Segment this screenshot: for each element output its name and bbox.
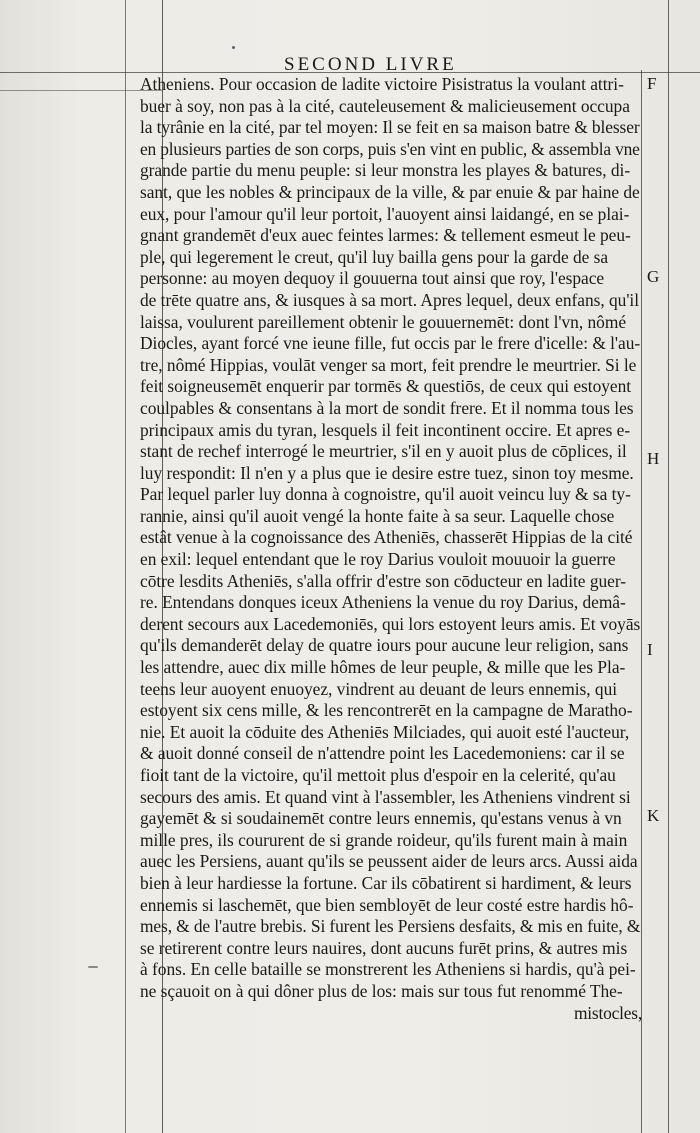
text-line: auec les Persiens, auant qu'ils se peussent aider de leurs arcs. Aussi aida bbox=[140, 851, 638, 872]
frame-rule-right-outer bbox=[668, 0, 669, 1133]
text-line: derent secours aux Lacedemoniēs, qui lors estoyent leurs amis. Et voyās bbox=[140, 613, 641, 634]
text-line: re. Entendans donques iceux Atheniens la venue du roy Darius, demâ- bbox=[140, 592, 626, 613]
text-line: à fons. En celle bataille se monstrerent les Atheniens si hardis, qu'à pei- bbox=[140, 959, 636, 980]
text-line: sant, que les nobles & principaux de la ville, & par enuie & par haine de bbox=[140, 181, 640, 202]
text-line: eux, pour l'amour qu'il leur portoit, l'auoyent ainsi laidangé, en se plai- bbox=[140, 203, 630, 224]
text-line: de trēte quatre ans, & iusques à sa mort. Apres lequel, deux enfans, qu'il bbox=[140, 289, 640, 310]
text-line: les attendre, auec dix mille hômes de leur peuple, & mille que les Pla- bbox=[140, 657, 626, 678]
text-line: mistocles, bbox=[573, 1002, 642, 1023]
text-line: en plusieurs parties de son corps, puis s'en vint en public, & assembla vne bbox=[140, 138, 640, 159]
text-line: stant de rechef interrogé le meurtrier, s'il en y auoit plus de cōplices, il bbox=[140, 441, 627, 462]
text-line: estoyent six cens mille, & les rencontrerēt en la campagne de Maratho- bbox=[140, 700, 633, 721]
text-line: grande partie du menu peuple: si leur monstra les playes & batures, di- bbox=[140, 160, 631, 181]
text-line: ne sçauoit on à qui dôner plus de los: mais sur tous fut renommé The- bbox=[140, 980, 623, 1001]
text-line: ennemis si laschemēt, que bien sembloyēt de leur costé estre hardis hô- bbox=[140, 894, 634, 915]
text-line: ple, qui legerement le creut, qu'il luy bailla gens pour la garde de sa bbox=[140, 246, 609, 267]
text-line: mille pres, ils coururent de si grande roideur, qu'ils furent main à main bbox=[140, 829, 628, 850]
text-line: estât venue à la cognoissance des Atheniēs, chasserēt Hippias de la cité bbox=[140, 527, 633, 548]
text-line: Diocles, ayant forcé vne ieune fille, fut occis par le frere d'icelle: & l'au- bbox=[140, 333, 641, 354]
running-head: SECOND LIVRE bbox=[284, 54, 457, 75]
text-line: nie. Et auoit la cōduite des Atheniēs Milciades, qui auoit esté l'aucteur, bbox=[140, 721, 630, 742]
text-line: laissa, voulurent pareillement obtenir le gouuernemēt: dont l'vn, nômé bbox=[140, 311, 627, 332]
text-line: se retirerent contre leurs nauires, dont aucuns furēt prins, & autres mis bbox=[140, 937, 628, 958]
text-line: rannie, ainsi qu'il auoit vengé la honte faite à sa seur. Laquelle chose bbox=[140, 505, 615, 526]
body-text bbox=[140, 74, 642, 1024]
text-line: tre, nômé Hippias, voulāt venger sa mort, feit prendre le meurtrier. Si le bbox=[140, 354, 637, 375]
text-line: personne: au moyen dequoy il gouuerna tout ainsi que roy, l'espace bbox=[140, 268, 605, 289]
margin-letter-g: G bbox=[647, 267, 660, 286]
text-line: secours des amis. Et quand vint à l'assembler, les Atheniens vindrent si bbox=[140, 786, 631, 807]
margin-letter-h: H bbox=[647, 449, 660, 468]
text-line: la tyrânie en la cité, par tel moyen: Il se feit en sa maison batre & blesser bbox=[140, 117, 640, 138]
text-line: feit soigneusemēt enquerir par tormēs & questiōs, de ceux qui estoyent bbox=[140, 376, 632, 397]
text-line: principaux amis du tyran, lesquels il feit incontinent occire. Et apres e- bbox=[140, 419, 631, 440]
text-line: bien à leur hardiesse la fortune. Car ils cōbatirent si hardiment, & leurs bbox=[140, 872, 632, 893]
frame-rule-top-left bbox=[0, 90, 162, 91]
text-line: gayemēt & si soudainemēt contre leurs ennemis, qu'estans venus à vn bbox=[140, 808, 622, 829]
text-line: Par lequel parler luy donna à cognoistre, qu'il auoit veincu luy & sa ty- bbox=[140, 484, 631, 505]
ink-speck bbox=[88, 966, 98, 968]
text-line: teens leur auoyent enuoyez, vindrent au deuant de leurs ennemis, qui bbox=[140, 678, 618, 699]
frame-rule-left-outer bbox=[125, 0, 126, 1133]
margin-letter-k: K bbox=[647, 806, 660, 825]
text-line: luy respondit: Il n'en y a plus que ie desire estre tuez, sinon toy mesme. bbox=[140, 462, 634, 483]
margin-letter-f: F bbox=[647, 74, 657, 93]
text-line: coulpables & consentans à la mort de sondit frere. Et il nomma tous les bbox=[140, 397, 634, 418]
text-line: gnant grandemēt d'eux auec feintes larmes: & tellement esmeut le peu- bbox=[140, 225, 631, 246]
text-line: qu'ils demanderēt delay de quatre iours pour aucune leur religion, sans bbox=[140, 635, 629, 656]
text-line: cōtre lesdits Atheniēs, s'alla offrir d'estre son cōducteur en ladite guer- bbox=[140, 570, 627, 591]
text-line: en exil: lequel entendant que le roy Darius vouloit mouuoir la guerre bbox=[140, 549, 616, 570]
ink-speck bbox=[232, 46, 235, 49]
text-line: buer à soy, non pas à la cité, cauteleusement & malicieusement occupa bbox=[140, 95, 630, 116]
text-line: fioit tant de la victoire, qu'il mettoit plus d'espoir en la celerité, qu'au bbox=[140, 765, 616, 785]
text-line: mes, & de l'autre brebis. Si furent les Persiens desfaits, & mis en fuite, & bbox=[140, 916, 641, 937]
text-line: & auoit donné conseil de n'attendre point les Lacedemoniens: car il se bbox=[140, 743, 625, 764]
text-line: Atheniens. Pour occasion de ladite victoire Pisistratus la voulant attri- bbox=[140, 74, 624, 94]
margin-letter-i: I bbox=[647, 640, 653, 659]
